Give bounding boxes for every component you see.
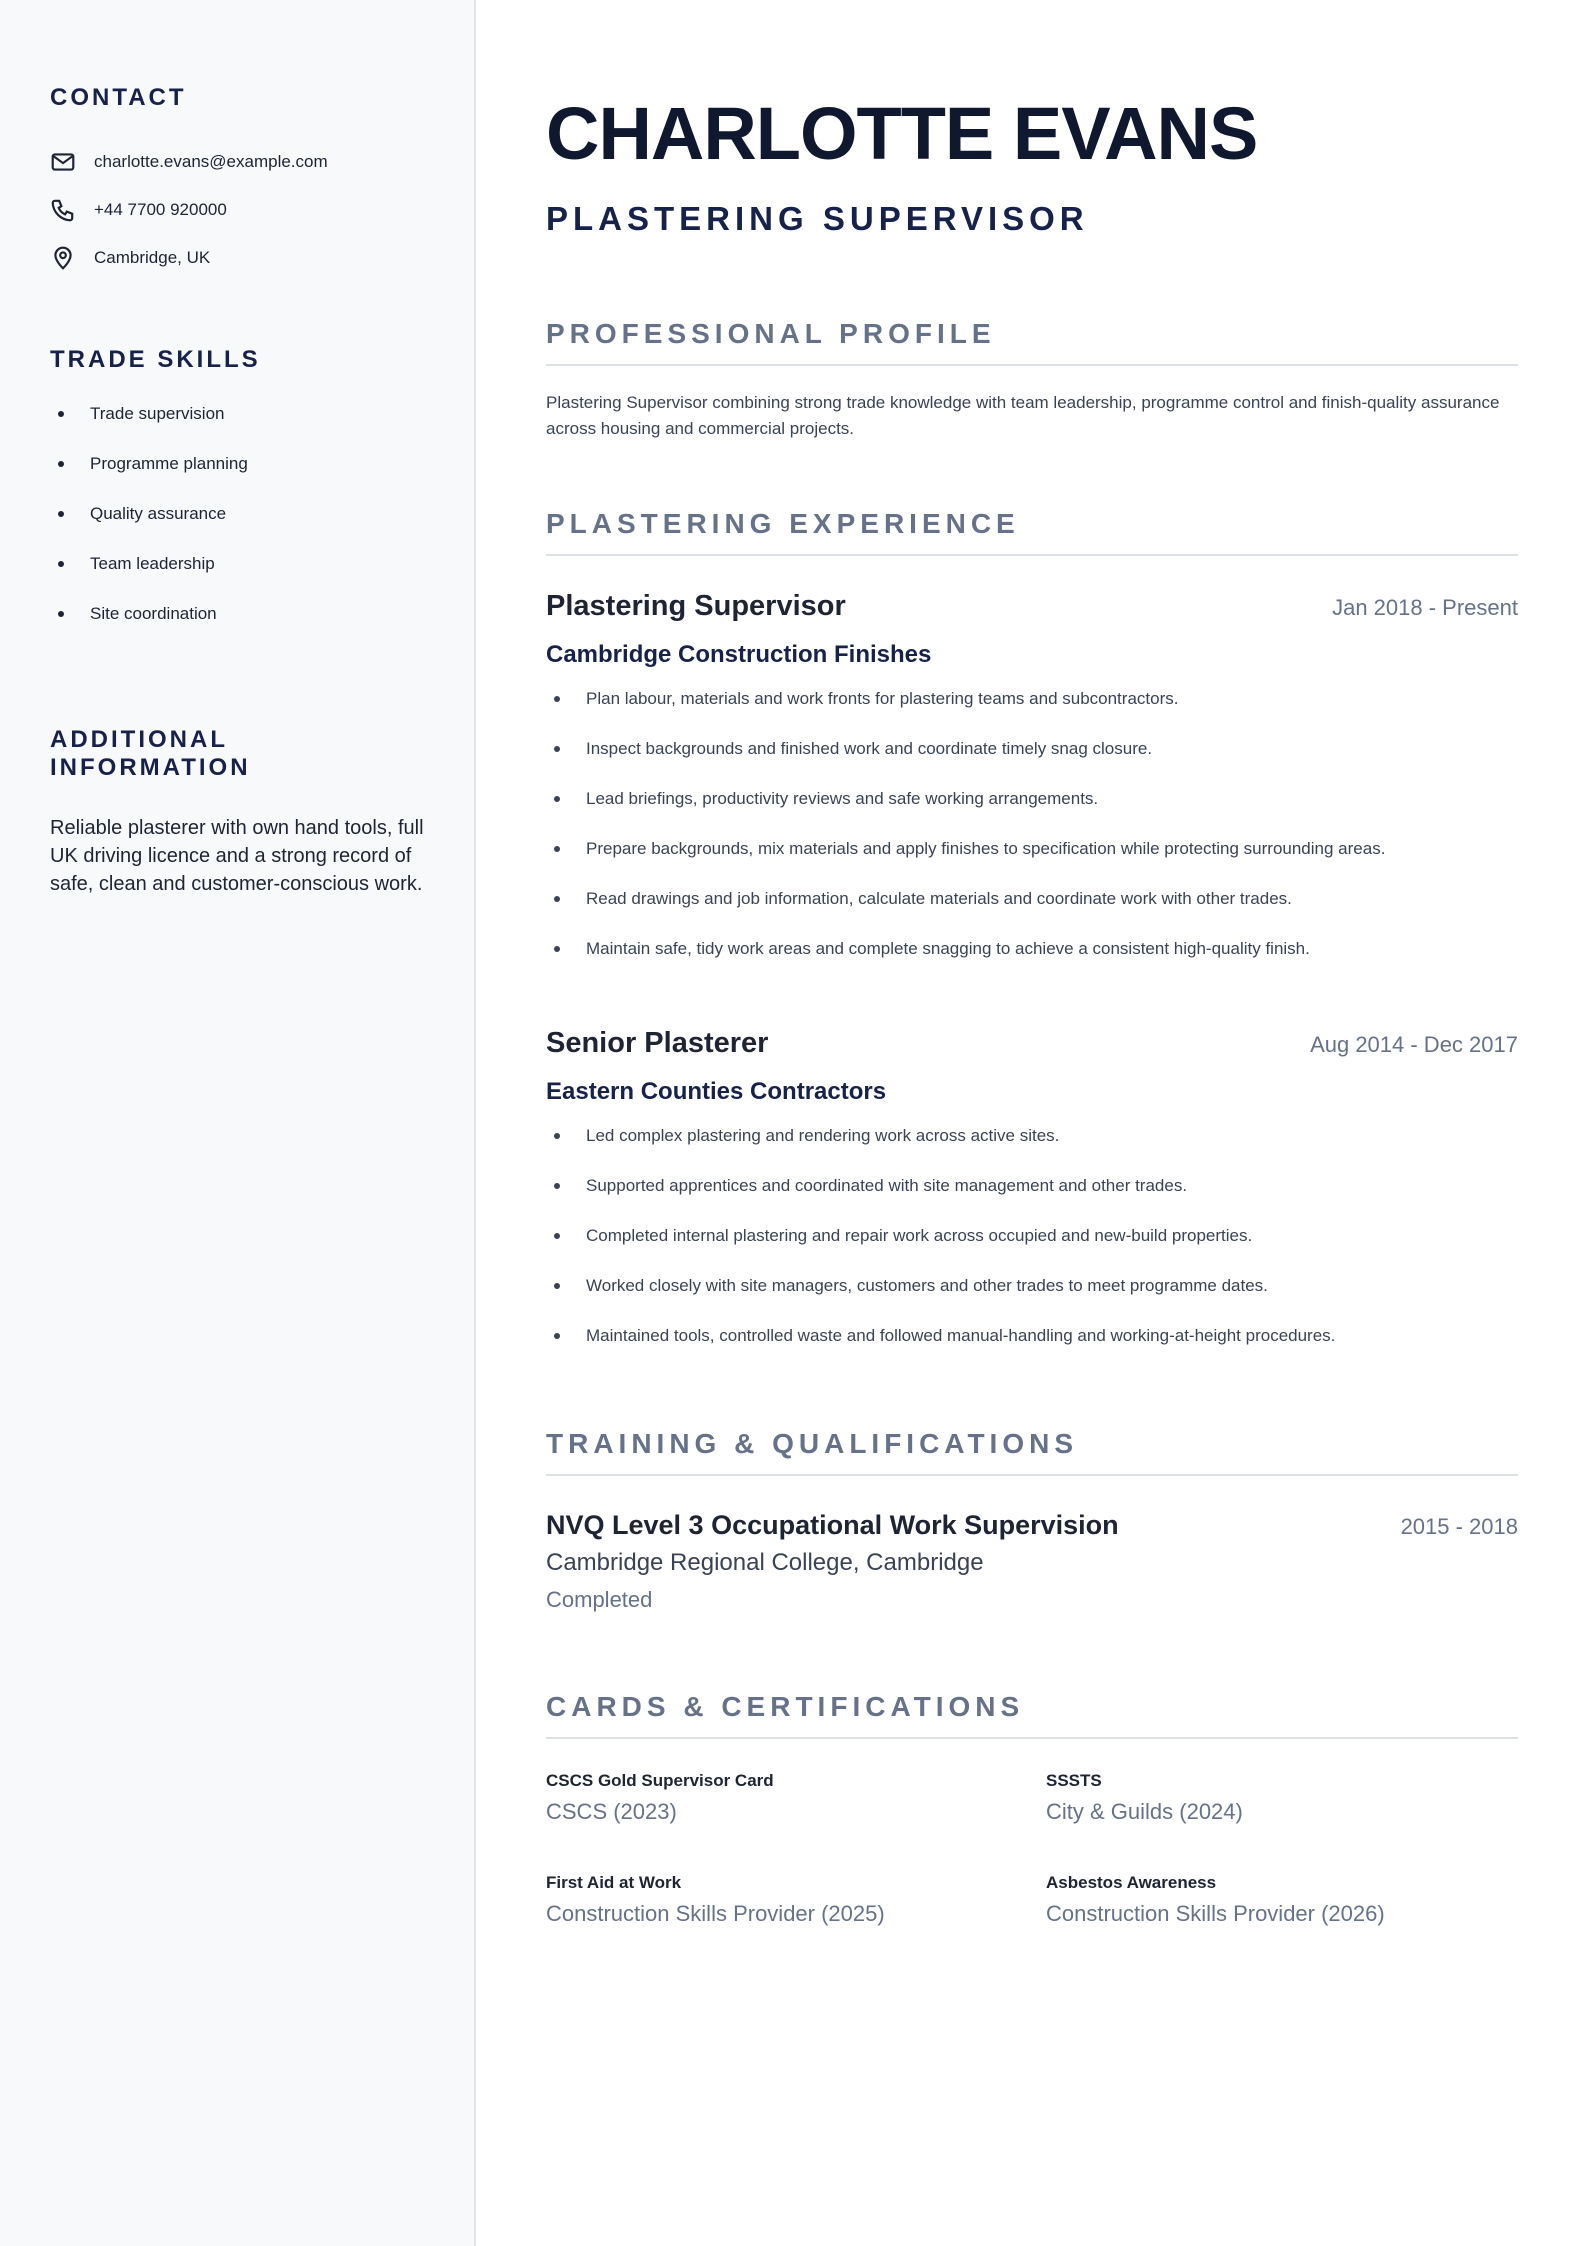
job-bullet: Maintain safe, tidy work areas and complete snagging to achieve a consistent high-quality finish. bbox=[546, 939, 1518, 989]
job-title: Senior Plasterer bbox=[546, 1027, 769, 1059]
certification-issuer: City & Guilds (2024) bbox=[1046, 1799, 1243, 1824]
experience-heading: PLASTERING EXPERIENCE bbox=[546, 508, 1518, 556]
phone-text[interactable]: +44 7700 920000 bbox=[94, 200, 227, 219]
job-bullets bbox=[546, 1126, 1518, 1376]
location-pin-icon bbox=[50, 243, 80, 273]
certification-name: Asbestos Awareness bbox=[1046, 1873, 1217, 1892]
qualification-school: Cambridge Regional College, Cambridge bbox=[546, 1549, 984, 1576]
location-text: Cambridge, UK bbox=[94, 248, 211, 267]
email-text[interactable]: charlotte.evans@example.com bbox=[94, 152, 328, 171]
job-bullet: Worked closely with site managers, customers and other trades to meet programme dates. bbox=[546, 1276, 1518, 1326]
contact-email[interactable] bbox=[50, 138, 424, 186]
certification-issuer: CSCS (2023) bbox=[546, 1799, 677, 1824]
trade-skills-heading: TRADE SKILLS bbox=[50, 346, 261, 373]
job-bullet: Lead briefings, productivity reviews and safe working arrangements. bbox=[546, 789, 1518, 839]
skill-item: Programme planning bbox=[50, 454, 424, 504]
profile-text: Plastering Supervisor combining strong trade knowledge with team leadership, programme control and finish-quality assurance across housing and commercial projects. bbox=[546, 393, 1500, 438]
job-bullet: Led complex plastering and rendering work across active sites. bbox=[546, 1126, 1518, 1176]
certification-item bbox=[1046, 1873, 1518, 1927]
certification-issuer: Construction Skills Provider (2026) bbox=[1046, 1901, 1385, 1926]
certifications-grid bbox=[546, 1771, 1518, 1927]
certification-name: CSCS Gold Supervisor Card bbox=[546, 1771, 774, 1790]
qualification-title: NVQ Level 3 Occupational Work Supervision bbox=[546, 1510, 1119, 1540]
contact-list bbox=[50, 138, 424, 282]
training-heading: TRAINING & QUALIFICATIONS bbox=[546, 1428, 1518, 1476]
certification-item bbox=[546, 1873, 1046, 1927]
certification-issuer: Construction Skills Provider (2025) bbox=[546, 1901, 885, 1926]
job-dates: Jan 2018 - Present bbox=[1332, 595, 1518, 620]
candidate-role: PLASTERING SUPERVISOR bbox=[546, 200, 1089, 237]
main-content bbox=[546, 0, 1518, 1927]
skill-item: Trade supervision bbox=[50, 404, 424, 454]
job-entry bbox=[546, 1027, 1518, 1376]
certifications-heading: CARDS & CERTIFICATIONS bbox=[546, 1691, 1518, 1739]
skill-item: Quality assurance bbox=[50, 504, 424, 554]
phone-icon bbox=[50, 195, 80, 225]
qualification-dates: 2015 - 2018 bbox=[1400, 1514, 1518, 1539]
certification-item bbox=[546, 1771, 1046, 1825]
contact-phone[interactable] bbox=[50, 186, 424, 234]
qualification-entry bbox=[546, 1510, 1518, 1613]
certification-item bbox=[1046, 1771, 1518, 1825]
job-bullet: Inspect backgrounds and finished work and coordinate timely snag closure. bbox=[546, 739, 1518, 789]
candidate-name: CHARLOTTE EVANS bbox=[546, 92, 1258, 175]
job-bullet: Read drawings and job information, calculate materials and coordinate work with other trades. bbox=[546, 889, 1518, 939]
job-title: Plastering Supervisor bbox=[546, 590, 846, 622]
additional-info-text: Reliable plasterer with own hand tools, full UK driving licence and a strong record of safe, clean and customer-conscious work. bbox=[50, 817, 424, 895]
sidebar bbox=[0, 0, 476, 2246]
qualification-status: Completed bbox=[546, 1587, 653, 1612]
skill-item: Site coordination bbox=[50, 604, 424, 654]
job-bullet: Supported apprentices and coordinated with site management and other trades. bbox=[546, 1176, 1518, 1226]
job-entry bbox=[546, 590, 1518, 989]
trade-skills-list bbox=[50, 404, 424, 654]
job-dates: Aug 2014 - Dec 2017 bbox=[1310, 1032, 1518, 1057]
job-bullet: Plan labour, materials and work fronts for plastering teams and subcontractors. bbox=[546, 689, 1518, 739]
job-bullet: Maintained tools, controlled waste and followed manual-handling and working-at-height procedures. bbox=[546, 1326, 1518, 1376]
job-company: Cambridge Construction Finishes bbox=[546, 641, 932, 668]
skill-item: Team leadership bbox=[50, 554, 424, 604]
contact-heading: CONTACT bbox=[50, 84, 187, 111]
job-company: Eastern Counties Contractors bbox=[546, 1078, 887, 1105]
certification-name: First Aid at Work bbox=[546, 1873, 682, 1892]
job-bullet: Completed internal plastering and repair work across occupied and new-build properties. bbox=[546, 1226, 1518, 1276]
contact-location bbox=[50, 234, 424, 282]
additional-info-heading: ADDITIONAL INFORMATION bbox=[50, 726, 251, 781]
mail-icon bbox=[50, 147, 80, 177]
profile-heading: PROFESSIONAL PROFILE bbox=[546, 318, 1518, 366]
job-bullet: Prepare backgrounds, mix materials and apply finishes to specification while protecting surrounding areas. bbox=[546, 839, 1518, 889]
certification-name: SSSTS bbox=[1046, 1771, 1102, 1790]
job-bullets bbox=[546, 689, 1518, 989]
